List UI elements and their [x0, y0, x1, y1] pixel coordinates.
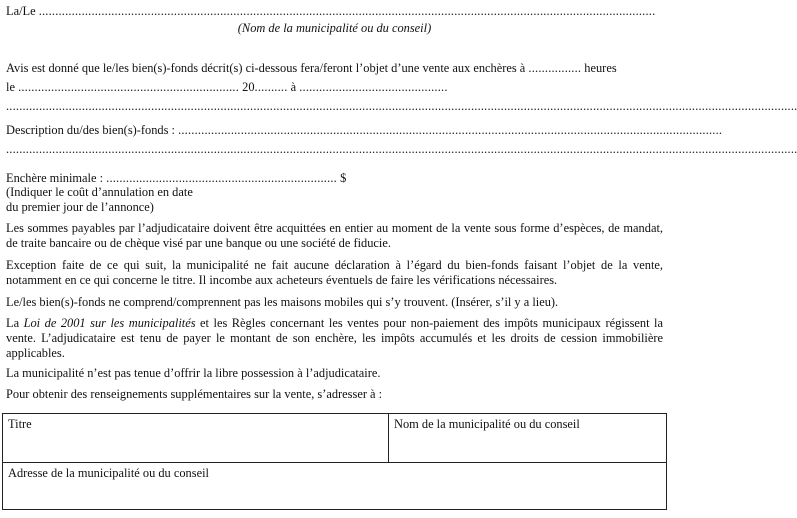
description-label: Description du/des bien(s)-fonds :: [6, 123, 175, 137]
law-title: Loi de 2001 sur les municipalités: [23, 316, 196, 330]
address-label: Adresse de la municipalité ou du conseil: [8, 466, 209, 480]
paragraph-mobile-homes: Le/les bien(s)-fonds ne comprend/comprennent pas les maisons mobiles qui s’y trouvent. (Insérer, s’il y a lieu).: [6, 295, 559, 309]
avis-a: à: [290, 80, 297, 94]
paragraph-payment: [6, 221, 663, 251]
titre-label: Titre: [8, 417, 32, 431]
avis-le: le: [6, 80, 15, 94]
titre-field[interactable]: [3, 414, 389, 463]
enchere-note-2: du premier jour de l’annonce): [6, 200, 154, 214]
paragraph-law: [6, 316, 663, 361]
description-line-1: [6, 123, 723, 138]
municipality-caption-line: [6, 21, 663, 36]
paragraph-info: Pour obtenir des renseignements supplémentaires sur la vente, s’adresser à :: [6, 387, 383, 401]
law-rest: et les Règles concernant les ventes pour non-paiement des impôts municipaux régissent la vente. L’adjudicataire est tenu de payer le montant de son enchère, les impôts accumulés et les droits de cession immobilière applicables.: [6, 316, 663, 360]
municipality-caption: (Nom de la municipalité ou du conseil): [237, 21, 432, 35]
municipality-name-field[interactable]: [389, 414, 667, 463]
la-le-dots: ...........................................................................................................................................................................................: [38, 4, 656, 18]
contact-form-table: [2, 413, 667, 510]
address-field[interactable]: [3, 463, 667, 510]
avis-text: Avis est donné que le/les bien(s)-fonds décrit(s) ci-dessous fera/feront l’objet d’une vente aux enchères à: [6, 61, 526, 75]
avis-year-dots: ..........: [254, 80, 288, 94]
paragraph-possession: La municipalité n’est pas tenue d’offrir la libre possession à l’adjudicataire.: [6, 366, 381, 380]
avis-line-1: [6, 61, 663, 76]
enchere-line: [6, 171, 663, 186]
description-line-2: [6, 142, 797, 157]
avis-place-dots: .............................................: [299, 80, 448, 94]
avis-extra-dots: ................................................................................................................................................................................................................................................: [6, 99, 797, 113]
description-dots-1: .....................................................................................................................................................................: [178, 123, 723, 137]
avis-line-3: [6, 99, 797, 114]
la-le-label: La/Le: [6, 4, 36, 18]
enchere-currency: $: [340, 171, 347, 185]
avis-hour-dots: ................: [528, 61, 582, 75]
paragraph-exception-text: Exception faite de ce qui suit, la municipalité ne fait aucune déclaration à l’égard du bien-fonds faisant l’objet de la vente, notamment en ce qui concerne le titre. Il incombe aux acheteurs éventuels de faire les vérifications nécessaires.: [6, 258, 663, 287]
avis-20: 20: [242, 80, 255, 94]
description-dots-2: ................................................................................................................................................................................................................................................: [6, 142, 797, 156]
municipality-name-label: Nom de la municipalité ou du conseil: [394, 417, 580, 431]
law-prefix: La: [6, 316, 24, 330]
avis-date-dots: ...................................................................: [18, 80, 240, 94]
enchere-label: Enchère minimale :: [6, 171, 104, 185]
la-le-line: [6, 4, 663, 19]
enchere-dots: ......................................................................: [106, 171, 337, 185]
paragraph-payment-text: Les sommes payables par l’adjudicataire doivent être acquittées en entier au moment de la vente sous forme d’espèces, de mandat, de traite bancaire ou de chèque visé par une banque ou une société de fiducie.: [6, 221, 663, 250]
avis-heures: heures: [584, 61, 617, 75]
paragraph-exception: [6, 258, 663, 288]
avis-line-2: [6, 80, 663, 95]
enchere-note-1: (Indiquer le coût d’annulation en date: [6, 185, 193, 199]
